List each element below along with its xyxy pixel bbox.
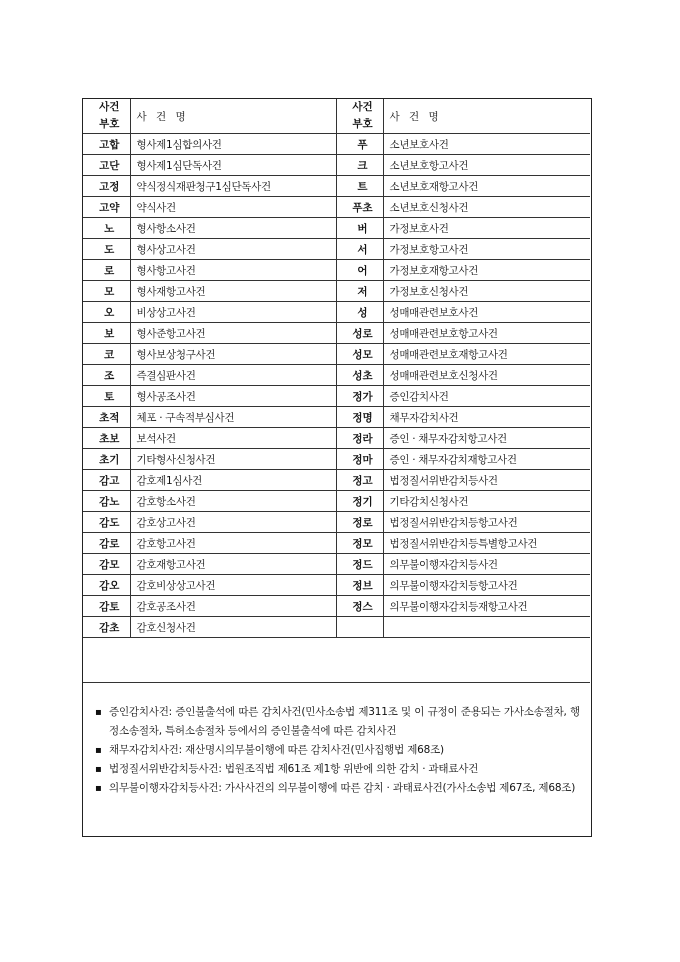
table-row [83, 281, 590, 302]
case-code-left: 감모 [83, 554, 130, 575]
note-text: 채무자감치사건: 재산명시의무불이행에 따른 감치사건(민사집행법 제68조) [109, 744, 444, 756]
case-name-left: 즉결심판사건 [130, 365, 336, 386]
case-name-right: 성매매관련보호신청사건 [383, 365, 590, 386]
case-code-left: 노 [83, 218, 130, 239]
case-name-right: 증인감치사건 [383, 386, 590, 407]
table-row [83, 218, 590, 239]
case-code-right: 정고 [336, 470, 383, 491]
note-text: 증인감치사건: 증인불출석에 따른 감치사건(민사소송법 제311조 및 이 규정이 준용되는 가사소송절차, 행정소송절차, 특허소송절차 등에서의 증인불출석에 따른 감치사건 [109, 706, 580, 737]
note-item [93, 703, 580, 741]
case-code-table [83, 99, 590, 638]
case-code-right: 정드 [336, 554, 383, 575]
case-code-left: 감노 [83, 491, 130, 512]
table-row [83, 512, 590, 533]
table-row [83, 533, 590, 554]
case-name-left: 비상상고사건 [130, 302, 336, 323]
case-code-left: 오 [83, 302, 130, 323]
header-code-line1: 사건 [99, 101, 120, 113]
table-row [83, 575, 590, 596]
case-name-right: 의무불이행자감치등재항고사건 [383, 596, 590, 617]
case-code-left: 초적 [83, 407, 130, 428]
case-code-right: 어 [336, 260, 383, 281]
case-name-left: 감호비상상고사건 [130, 575, 336, 596]
header-code-right [336, 99, 383, 134]
case-code-right: 푸 [336, 134, 383, 155]
case-name-left: 감호공조사건 [130, 596, 336, 617]
case-name-right: 소년보호항고사건 [383, 155, 590, 176]
table-row [83, 239, 590, 260]
case-name-left: 감호재항고사건 [130, 554, 336, 575]
case-code-right: 정스 [336, 596, 383, 617]
table-row [83, 596, 590, 617]
square-bullet-icon: ▪ [95, 745, 102, 756]
case-name-right: 증인 · 채무자감치항고사건 [383, 428, 590, 449]
case-name-left: 감호항고사건 [130, 533, 336, 554]
note-text: 의무불이행자감치등사건: 가사사건의 의무불이행에 따른 감치 · 과태료사건(가사소송법 제67조, 제68조) [109, 782, 576, 794]
table-row [83, 323, 590, 344]
table-row [83, 344, 590, 365]
header-code-line2: 부호 [99, 118, 120, 130]
case-code-right: 성초 [336, 365, 383, 386]
case-code-left: 로 [83, 260, 130, 281]
table-row [83, 491, 590, 512]
case-name-right: 가정보호사건 [383, 218, 590, 239]
case-code-right: 트 [336, 176, 383, 197]
case-code-left: 토 [83, 386, 130, 407]
case-code-right: 저 [336, 281, 383, 302]
table-row [83, 260, 590, 281]
case-code-left: 감고 [83, 470, 130, 491]
case-code-right: 크 [336, 155, 383, 176]
case-name-left: 보석사건 [130, 428, 336, 449]
case-code-left: 감초 [83, 617, 130, 638]
case-name-left: 감호제1심사건 [130, 470, 336, 491]
case-code-document [82, 98, 592, 837]
case-code-right [336, 617, 383, 638]
header-name-left: 사 건 명 [130, 99, 336, 134]
table-row [83, 176, 590, 197]
case-code-right: 정명 [336, 407, 383, 428]
case-code-right: 정기 [336, 491, 383, 512]
table-row [83, 386, 590, 407]
case-name-right: 증인 · 채무자감치재항고사건 [383, 449, 590, 470]
case-name-right: 성매매관련보호사건 [383, 302, 590, 323]
case-code-right: 푸초 [336, 197, 383, 218]
case-name-right: 가정보호항고사건 [383, 239, 590, 260]
case-name-right: 소년보호사건 [383, 134, 590, 155]
table-row [83, 407, 590, 428]
case-code-left: 코 [83, 344, 130, 365]
notes-section [83, 682, 590, 798]
case-code-left: 감토 [83, 596, 130, 617]
table-header-row [83, 99, 590, 134]
case-name-right: 성매매관련보호재항고사건 [383, 344, 590, 365]
case-code-right: 정모 [336, 533, 383, 554]
case-code-left: 고정 [83, 176, 130, 197]
case-name-right: 법정질서위반감치등사건 [383, 470, 590, 491]
square-bullet-icon: ▪ [95, 707, 102, 718]
case-name-right: 소년보호재항고사건 [383, 176, 590, 197]
case-code-left: 감오 [83, 575, 130, 596]
case-code-right: 정로 [336, 512, 383, 533]
case-name-left: 형사준항고사건 [130, 323, 336, 344]
notes-list [93, 703, 580, 798]
case-name-left: 형사항소사건 [130, 218, 336, 239]
case-name-right: 기타감치신청사건 [383, 491, 590, 512]
case-code-left: 감도 [83, 512, 130, 533]
case-code-right: 정라 [336, 428, 383, 449]
case-name-left: 형사재항고사건 [130, 281, 336, 302]
table-row [83, 449, 590, 470]
case-code-left: 보 [83, 323, 130, 344]
case-code-left: 초기 [83, 449, 130, 470]
case-code-right: 서 [336, 239, 383, 260]
note-text: 법정질서위반감치등사건: 법원조직법 제61조 제1항 위반에 의한 감치 · 과태료사건 [109, 763, 479, 775]
case-name-right: 의무불이행자감치등사건 [383, 554, 590, 575]
table-row [83, 302, 590, 323]
case-code-left: 고합 [83, 134, 130, 155]
case-name-left: 감호상고사건 [130, 512, 336, 533]
case-code-left: 모 [83, 281, 130, 302]
header-code-line1: 사건 [352, 101, 373, 113]
case-code-left: 조 [83, 365, 130, 386]
case-code-right: 성로 [336, 323, 383, 344]
case-name-right: 법정질서위반감치등항고사건 [383, 512, 590, 533]
case-name-right [383, 617, 590, 638]
table-row [83, 134, 590, 155]
table-row [83, 428, 590, 449]
case-name-left: 형사항고사건 [130, 260, 336, 281]
table-row [83, 470, 590, 491]
case-name-left: 약식사건 [130, 197, 336, 218]
header-code-left [83, 99, 130, 134]
table-row [83, 617, 590, 638]
case-name-right: 소년보호신청사건 [383, 197, 590, 218]
header-code-line2: 부호 [352, 118, 373, 130]
square-bullet-icon: ▪ [95, 764, 102, 775]
case-name-right: 가정보호신청사건 [383, 281, 590, 302]
case-name-right: 법정질서위반감치등특별항고사건 [383, 533, 590, 554]
header-name-right: 사 건 명 [383, 99, 590, 134]
case-name-left: 감호항소사건 [130, 491, 336, 512]
case-name-left: 형사공조사건 [130, 386, 336, 407]
case-code-right: 정마 [336, 449, 383, 470]
case-code-right: 성 [336, 302, 383, 323]
case-name-left: 형사상고사건 [130, 239, 336, 260]
case-name-right: 가정보호재항고사건 [383, 260, 590, 281]
table-row [83, 155, 590, 176]
case-code-left: 감로 [83, 533, 130, 554]
case-code-right: 성모 [336, 344, 383, 365]
case-name-left: 형사제1심합의사건 [130, 134, 336, 155]
square-bullet-icon: ▪ [95, 783, 102, 794]
case-name-left: 기타형사신청사건 [130, 449, 336, 470]
case-code-left: 도 [83, 239, 130, 260]
case-name-left: 체포 · 구속적부심사건 [130, 407, 336, 428]
case-name-left: 형사보상청구사건 [130, 344, 336, 365]
case-code-left: 고단 [83, 155, 130, 176]
case-name-right: 성매매관련보호항고사건 [383, 323, 590, 344]
note-item [93, 779, 580, 798]
case-code-right: 정가 [336, 386, 383, 407]
case-name-right: 의무불이행자감치등항고사건 [383, 575, 590, 596]
note-item [93, 741, 580, 760]
case-code-left: 초보 [83, 428, 130, 449]
case-name-left: 감호신청사건 [130, 617, 336, 638]
case-name-left: 형사제1심단독사건 [130, 155, 336, 176]
table-row [83, 197, 590, 218]
case-name-right: 채무자감치사건 [383, 407, 590, 428]
note-item [93, 760, 580, 779]
table-row [83, 365, 590, 386]
case-name-left: 약식정식재판청구1심단독사건 [130, 176, 336, 197]
case-code-right: 버 [336, 218, 383, 239]
case-code-left: 고약 [83, 197, 130, 218]
table-row [83, 554, 590, 575]
case-code-right: 정브 [336, 575, 383, 596]
